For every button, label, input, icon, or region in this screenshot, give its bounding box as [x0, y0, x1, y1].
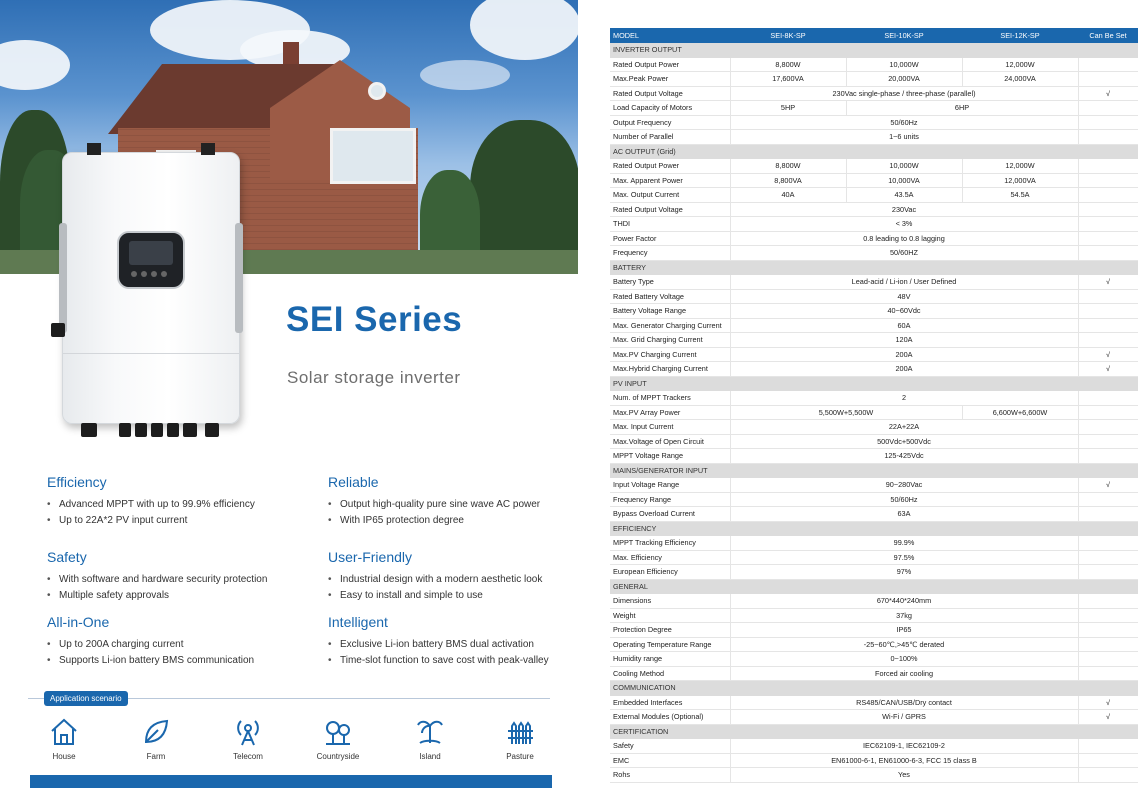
spec-value: 40A — [730, 188, 846, 203]
spec-table — [610, 28, 1138, 783]
spec-label: Max.Peak Power — [610, 72, 730, 87]
spec-label: Number of Parallel — [610, 130, 730, 145]
spec-row — [610, 478, 1138, 493]
spec-value: EN61000-6-1, EN61000-6-3, FCC 15 class B — [730, 753, 1078, 768]
spec-label: Safety — [610, 739, 730, 754]
spec-value: 48V — [730, 289, 1078, 304]
spec-section-row — [610, 579, 1138, 594]
spec-value: 5HP — [730, 101, 846, 116]
spec-row — [610, 347, 1138, 362]
spec-value: 230Vac single-phase / three-phase (parallel) — [730, 86, 1078, 101]
can-be-set-mark — [1078, 304, 1138, 319]
can-be-set-mark — [1078, 101, 1138, 116]
spec-label: Rated Output Voltage — [610, 86, 730, 101]
scenario-label: Island — [419, 752, 441, 761]
spec-label: Rated Output Power — [610, 159, 730, 174]
application-label: Application scenario — [44, 691, 128, 706]
spec-row — [610, 768, 1138, 783]
spec-row — [610, 652, 1138, 667]
inverter-display — [117, 231, 185, 289]
spec-value: 12,000W — [962, 159, 1078, 174]
spec-label: Rated Output Voltage — [610, 202, 730, 217]
spec-row — [610, 420, 1138, 435]
spec-value: 670*440*240mm — [730, 594, 1078, 609]
can-be-set-mark: √ — [1078, 695, 1138, 710]
can-be-set-mark — [1078, 188, 1138, 203]
spec-header-row — [610, 28, 1138, 43]
feature-title: All-in-One — [47, 614, 110, 630]
spec-value: 5,500W+5,500W — [730, 405, 962, 420]
spec-label: MPPT Voltage Range — [610, 449, 730, 464]
spec-label: External Modules (Optional) — [610, 710, 730, 725]
scenario-label: House — [52, 752, 76, 761]
spec-row — [610, 536, 1138, 551]
spec-label: Max. Apparent Power — [610, 173, 730, 188]
feature-title: Reliable — [328, 474, 379, 490]
spec-section-label: PV INPUT — [610, 376, 1138, 391]
spec-value: 8,800W — [730, 57, 846, 72]
spec-label: Rated Battery Voltage — [610, 289, 730, 304]
spec-label: Battery Type — [610, 275, 730, 290]
spec-label: Rated Output Power — [610, 57, 730, 72]
spec-row — [610, 637, 1138, 652]
spec-row — [610, 202, 1138, 217]
spec-row — [610, 289, 1138, 304]
can-be-set-mark — [1078, 507, 1138, 522]
can-be-set-mark: √ — [1078, 275, 1138, 290]
spec-row — [610, 72, 1138, 87]
spec-value: 40~60Vdc — [730, 304, 1078, 319]
spec-value: 50/60HZ — [730, 246, 1078, 261]
can-be-set-mark: √ — [1078, 362, 1138, 377]
can-be-set-mark — [1078, 246, 1138, 261]
spec-value: 90~280Vac — [730, 478, 1078, 493]
spec-label: Cooling Method — [610, 666, 730, 681]
spec-value: 99.9% — [730, 536, 1078, 551]
spec-value: Yes — [730, 768, 1078, 783]
scenario-house — [34, 716, 94, 761]
trees-icon — [322, 716, 354, 748]
spec-value: 10,000W — [846, 159, 962, 174]
spec-label: Weight — [610, 608, 730, 623]
spec-value: 1~6 units — [730, 130, 1078, 145]
feature-item: • Industrial design with a modern aesthetic look — [328, 572, 542, 588]
can-be-set-mark — [1078, 333, 1138, 348]
can-be-set-mark — [1078, 130, 1138, 145]
spec-value: RS485/CAN/USB/Dry contact — [730, 695, 1078, 710]
can-be-set-mark — [1078, 608, 1138, 623]
feature-item: • Time-slot function to save cost with peak-valley — [328, 653, 549, 669]
spec-label: Embedded Interfaces — [610, 695, 730, 710]
spec-row — [610, 57, 1138, 72]
spec-row — [610, 362, 1138, 377]
spec-value: 10,000W — [846, 57, 962, 72]
scenario-label: Countryside — [316, 752, 360, 761]
spec-value: 12,000W — [962, 57, 1078, 72]
spec-value: Forced air cooling — [730, 666, 1078, 681]
spec-row — [610, 695, 1138, 710]
spec-value: 8,800W — [730, 159, 846, 174]
spec-label: Max. Input Current — [610, 420, 730, 435]
spec-header-cell: Can Be Set — [1078, 28, 1138, 43]
can-be-set-mark — [1078, 289, 1138, 304]
spec-value: 0.8 leading to 0.8 lagging — [730, 231, 1078, 246]
spec-value: 97% — [730, 565, 1078, 580]
spec-row — [610, 666, 1138, 681]
spec-label: Bypass Overload Current — [610, 507, 730, 522]
spec-value: 2 — [730, 391, 1078, 406]
spec-value: 8,800VA — [730, 173, 846, 188]
can-be-set-mark — [1078, 434, 1138, 449]
spec-value: Wi-Fi / GPRS — [730, 710, 1078, 725]
spec-label: Load Capacity of Motors — [610, 101, 730, 116]
feature-item: • Up to 200A charging current — [47, 637, 254, 653]
can-be-set-mark — [1078, 753, 1138, 768]
feature-title: Efficiency — [47, 474, 107, 490]
spec-label: Humidity range — [610, 652, 730, 667]
feature-reliable — [328, 474, 540, 529]
spec-value: 200A — [730, 362, 1078, 377]
spec-value: 6HP — [846, 101, 1078, 116]
spec-label: Frequency — [610, 246, 730, 261]
spec-section-label: AC OUTPUT (Grid) — [610, 144, 1138, 159]
spec-section-label: BATTERY — [610, 260, 1138, 275]
spec-section-row — [610, 144, 1138, 159]
palm-tree-icon — [414, 716, 446, 748]
scenario-island — [400, 716, 460, 761]
can-be-set-mark: √ — [1078, 710, 1138, 725]
spec-label: THDI — [610, 217, 730, 232]
spec-row — [610, 304, 1138, 319]
spec-label: Input Voltage Range — [610, 478, 730, 493]
spec-section-label: EFFICIENCY — [610, 521, 1138, 536]
spec-row — [610, 275, 1138, 290]
spec-row — [610, 86, 1138, 101]
scenario-farm — [126, 716, 186, 761]
spec-label: Max. Output Current — [610, 188, 730, 203]
spec-section-label: CERTIFICATION — [610, 724, 1138, 739]
spec-header-cell: SEI-12K-SP — [962, 28, 1078, 43]
can-be-set-mark — [1078, 202, 1138, 217]
spec-value: 20,000VA — [846, 72, 962, 87]
spec-header-cell: SEI-10K-SP — [846, 28, 962, 43]
spec-section-label: COMMUNICATION — [610, 681, 1138, 696]
scenario-label: Telecom — [233, 752, 263, 761]
spec-row — [610, 507, 1138, 522]
spec-label: Max.Hybrid Charging Current — [610, 362, 730, 377]
spec-label: Frequency Range — [610, 492, 730, 507]
can-be-set-mark — [1078, 768, 1138, 783]
spec-label: Power Factor — [610, 231, 730, 246]
spec-value: 43.5A — [846, 188, 962, 203]
scenario-label: Pasture — [506, 752, 534, 761]
spec-section-row — [610, 724, 1138, 739]
spec-label: Num. of MPPT Trackers — [610, 391, 730, 406]
spec-value: 0~100% — [730, 652, 1078, 667]
can-be-set-mark: √ — [1078, 478, 1138, 493]
spec-section-row — [610, 43, 1138, 58]
can-be-set-mark — [1078, 72, 1138, 87]
feature-item: • Exclusive Li-ion battery BMS dual activation — [328, 637, 549, 653]
spec-value: 63A — [730, 507, 1078, 522]
can-be-set-mark — [1078, 115, 1138, 130]
spec-value: 60A — [730, 318, 1078, 333]
can-be-set-mark — [1078, 420, 1138, 435]
spec-value: 125-425Vdc — [730, 449, 1078, 464]
can-be-set-mark — [1078, 217, 1138, 232]
feature-title: User-Friendly — [328, 549, 413, 565]
spec-section-label: GENERAL — [610, 579, 1138, 594]
spec-row — [610, 130, 1138, 145]
spec-row — [610, 594, 1138, 609]
spec-row — [610, 623, 1138, 638]
spec-value: 50/60Hz — [730, 115, 1078, 130]
spec-label: Max.PV Array Power — [610, 405, 730, 420]
spec-label: Dimensions — [610, 594, 730, 609]
spec-row — [610, 449, 1138, 464]
house-icon — [48, 716, 80, 748]
product-subtitle: Solar storage inverter — [287, 368, 461, 387]
leaf-icon — [140, 716, 172, 748]
spec-section-label: INVERTER OUTPUT — [610, 43, 1138, 58]
spec-label: Battery Voltage Range — [610, 304, 730, 319]
footer-bar — [30, 775, 552, 788]
spec-row — [610, 565, 1138, 580]
feature-user-friendly — [328, 549, 542, 604]
spec-value: 230Vac — [730, 202, 1078, 217]
spec-value: 24,000VA — [962, 72, 1078, 87]
spec-label: Max. Efficiency — [610, 550, 730, 565]
scenario-countryside — [308, 716, 368, 761]
spec-row — [610, 217, 1138, 232]
feature-item: • Advanced MPPT with up to 99.9% efficiency — [47, 497, 255, 513]
spec-value: 10,000VA — [846, 173, 962, 188]
can-be-set-mark — [1078, 449, 1138, 464]
feature-item: • Output high-quality pure sine wave AC power — [328, 497, 540, 513]
spec-row — [610, 101, 1138, 116]
can-be-set-mark — [1078, 623, 1138, 638]
spec-value: 120A — [730, 333, 1078, 348]
can-be-set-mark — [1078, 405, 1138, 420]
can-be-set-mark — [1078, 652, 1138, 667]
spec-value: 54.5A — [962, 188, 1078, 203]
can-be-set-mark — [1078, 159, 1138, 174]
spec-value: 37kg — [730, 608, 1078, 623]
fence-icon — [504, 716, 536, 748]
feature-item: • With IP65 protection degree — [328, 513, 540, 529]
spec-value: 6,600W+6,600W — [962, 405, 1078, 420]
spec-row — [610, 246, 1138, 261]
spec-row — [610, 753, 1138, 768]
spec-row — [610, 333, 1138, 348]
spec-row — [610, 115, 1138, 130]
scenario-telecom — [218, 716, 278, 761]
spec-row — [610, 550, 1138, 565]
spec-section-row — [610, 681, 1138, 696]
can-be-set-mark — [1078, 318, 1138, 333]
can-be-set-mark — [1078, 536, 1138, 551]
feature-title: Intelligent — [328, 614, 388, 630]
product-title: SEI Series — [286, 300, 463, 339]
feature-all-in-one — [47, 614, 254, 669]
spec-row — [610, 188, 1138, 203]
spec-label: Max.Voltage of Open Circuit — [610, 434, 730, 449]
inverter-image — [62, 152, 240, 424]
spec-label: Max. Generator Charging Current — [610, 318, 730, 333]
can-be-set-mark — [1078, 594, 1138, 609]
antenna-icon — [232, 716, 264, 748]
can-be-set-mark — [1078, 739, 1138, 754]
can-be-set-mark: √ — [1078, 347, 1138, 362]
spec-value: 97.5% — [730, 550, 1078, 565]
scenario-label: Farm — [146, 752, 166, 761]
spec-label: Operating Temperature Range — [610, 637, 730, 652]
feature-intelligent — [328, 614, 549, 669]
spec-value: 50/60Hz — [730, 492, 1078, 507]
spec-label: Rohs — [610, 768, 730, 783]
can-be-set-mark — [1078, 391, 1138, 406]
spec-header-cell: SEI-8K-SP — [730, 28, 846, 43]
feature-item: • Multiple safety approvals — [47, 588, 267, 604]
feature-item: • Supports Li-ion battery BMS communication — [47, 653, 254, 669]
spec-label: Max. Grid Charging Current — [610, 333, 730, 348]
spec-row — [610, 710, 1138, 725]
spec-label: EMC — [610, 753, 730, 768]
spec-row — [610, 608, 1138, 623]
spec-section-label: MAINS/GENERATOR INPUT — [610, 463, 1138, 478]
spec-section-row — [610, 521, 1138, 536]
spec-value: -25~60℃,>45℃ derated — [730, 637, 1078, 652]
spec-value: 22A+22A — [730, 420, 1078, 435]
spec-row — [610, 173, 1138, 188]
feature-safety — [47, 549, 267, 604]
feature-item: • Easy to install and simple to use — [328, 588, 542, 604]
spec-label: European Efficiency — [610, 565, 730, 580]
can-be-set-mark — [1078, 492, 1138, 507]
spec-row — [610, 231, 1138, 246]
can-be-set-mark — [1078, 231, 1138, 246]
spec-value: 500Vdc+500Vdc — [730, 434, 1078, 449]
spec-value: < 3% — [730, 217, 1078, 232]
spec-row — [610, 405, 1138, 420]
spec-value: Lead-acid / Li-ion / User Defined — [730, 275, 1078, 290]
spec-value: 17,600VA — [730, 72, 846, 87]
spec-row — [610, 391, 1138, 406]
can-be-set-mark — [1078, 173, 1138, 188]
spec-value: 12,000VA — [962, 173, 1078, 188]
spec-section-row — [610, 260, 1138, 275]
feature-efficiency — [47, 474, 255, 529]
can-be-set-mark — [1078, 565, 1138, 580]
can-be-set-mark: √ — [1078, 86, 1138, 101]
spec-row — [610, 492, 1138, 507]
spec-row — [610, 739, 1138, 754]
spec-value: 200A — [730, 347, 1078, 362]
spec-label: Protection Degree — [610, 623, 730, 638]
spec-row — [610, 434, 1138, 449]
spec-row — [610, 318, 1138, 333]
can-be-set-mark — [1078, 666, 1138, 681]
can-be-set-mark — [1078, 57, 1138, 72]
spec-section-row — [610, 376, 1138, 391]
feature-item: • Up to 22A*2 PV input current — [47, 513, 255, 529]
spec-section-row — [610, 463, 1138, 478]
can-be-set-mark — [1078, 550, 1138, 565]
spec-label: MPPT Tracking Efficiency — [610, 536, 730, 551]
spec-label: Max.PV Charging Current — [610, 347, 730, 362]
feature-item: • With software and hardware security protection — [47, 572, 267, 588]
spec-value: IP65 — [730, 623, 1078, 638]
spec-label: Output Frequency — [610, 115, 730, 130]
spec-value: IEC62109-1, IEC62109-2 — [730, 739, 1078, 754]
spec-row — [610, 159, 1138, 174]
spec-header-cell: MODEL — [610, 28, 730, 43]
can-be-set-mark — [1078, 637, 1138, 652]
feature-title: Safety — [47, 549, 87, 565]
scenario-pasture — [490, 716, 550, 761]
